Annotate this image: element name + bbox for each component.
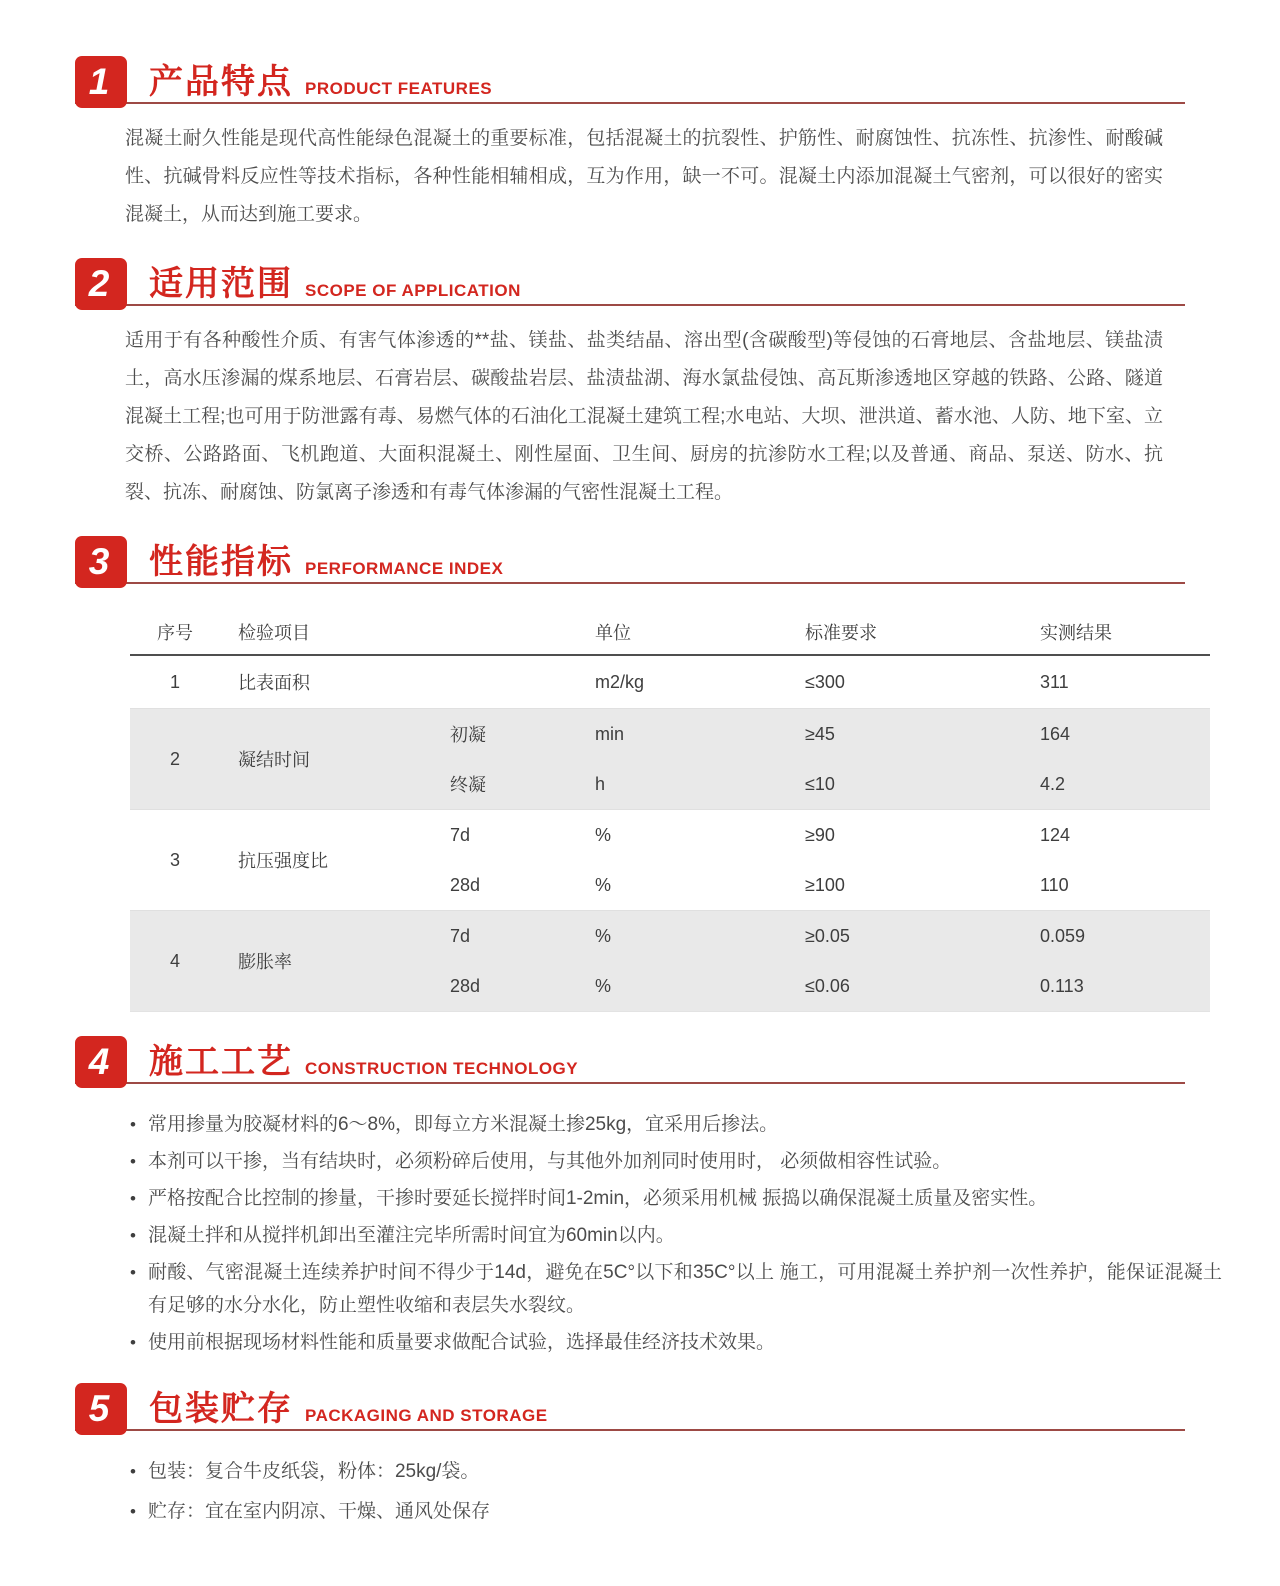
cell-requirement: ≥45 (805, 723, 835, 744)
bullet-dot-icon: • (130, 1263, 136, 1282)
table-subrow (420, 860, 1210, 910)
table-row (130, 656, 1210, 708)
cell-subitem: 7d (450, 824, 471, 845)
cell-item: 膨胀率 (238, 952, 292, 972)
list-item (130, 1108, 1222, 1141)
cell-unit: % (595, 925, 612, 946)
table-row (130, 910, 1210, 1011)
col-header-unit: 单位 (595, 623, 631, 643)
construction-bullet-list (130, 1108, 1222, 1359)
table-subrow (420, 810, 1210, 860)
section-header (75, 50, 1185, 104)
list-item (130, 1219, 1222, 1252)
cell-unit: % (595, 975, 612, 996)
list-item-text: 本剂可以干掺，当有结块时，必须粉碎后使用，与其他外加剂同时使用时， 必须做相容性试验。 (147, 1151, 952, 1172)
bullet-dot-icon: • (130, 1189, 136, 1208)
cell-subitem: 28d (450, 874, 481, 895)
section-paragraph: 混凝土耐久性能是现代高性能绿色混凝土的重要标准，包括混凝土的抗裂性、护筋性、耐腐蚀性、抗冻性、抗渗性、耐酸碱性、抗碱骨料反应性等技术指标，各种性能相辅相成，互为作用，缺一不可。混凝土内添加混凝土气密剂，可以很好的密实混凝土，从而达到施工要求。 (125, 128, 1163, 225)
cell-index: 2 (169, 748, 180, 769)
table-subrow (420, 911, 1210, 961)
table-row (130, 708, 1210, 809)
cell-item: 比表面积 (238, 673, 310, 693)
section-title-en: SCOPE OF APPLICATION (305, 281, 521, 300)
packaging-bullet-list (130, 1455, 1222, 1528)
list-item (130, 1256, 1222, 1322)
cell-requirement: ≤0.06 (805, 975, 850, 996)
section-header (75, 1030, 1185, 1084)
section-number-badge: 3 (75, 536, 127, 588)
section-title-zh: 适用范围 (149, 265, 293, 303)
bullet-dot-icon: • (130, 1462, 136, 1481)
cell-index: 3 (169, 849, 180, 870)
section-title-zh: 产品特点 (149, 63, 293, 101)
cell-result: 110 (1040, 874, 1069, 895)
table-subrow (420, 709, 1210, 759)
bullet-dot-icon: • (130, 1226, 136, 1245)
cell-requirement: ≤10 (805, 773, 835, 794)
cell-unit: h (595, 773, 606, 794)
cell-index: 1 (169, 671, 180, 692)
col-header-test-item: 检验项目 (238, 623, 310, 643)
section-scope-of-application (75, 252, 1210, 512)
list-item-text: 包装：复合牛皮纸袋，粉体：25kg/袋。 (147, 1461, 480, 1482)
table-subrow (420, 961, 1210, 1011)
cell-requirement: ≥90 (805, 824, 835, 845)
section-title-en: PERFORMANCE INDEX (305, 559, 504, 578)
bullet-dot-icon: • (130, 1152, 136, 1171)
section-header (75, 252, 1185, 306)
section-title-en: PRODUCT FEATURES (305, 79, 493, 98)
list-item (130, 1495, 1222, 1528)
section-title-zh: 包装贮存 (149, 1390, 293, 1428)
list-item (130, 1145, 1222, 1178)
section-header (75, 530, 1185, 584)
list-item (130, 1455, 1222, 1488)
section-performance-index (75, 530, 1210, 1012)
list-item-text: 常用掺量为胶凝材料的6～8%，即每立方米混凝土掺25kg，宜采用后掺法。 (147, 1114, 779, 1135)
bullet-dot-icon: • (130, 1333, 136, 1352)
list-item-text: 贮存：宜在室内阴凉、干燥、通风处保存 (147, 1501, 490, 1522)
cell-unit: % (595, 874, 612, 895)
performance-table (130, 610, 1210, 1012)
cell-unit: min (595, 723, 625, 744)
section-header (75, 1377, 1185, 1431)
cell-result: 0.113 (1040, 975, 1084, 996)
cell-subitem: 终凝 (450, 775, 486, 795)
cell-subitem: 7d (450, 925, 471, 946)
list-item-text: 严格按配合比控制的掺量，干掺时要延长搅拌时间1-2min，必须采用机械 振捣以确保混凝土质量及密实性。 (147, 1188, 1048, 1209)
cell-unit: m2/kg (595, 671, 645, 692)
col-header-index: 序号 (157, 623, 193, 643)
section-construction-technology (75, 1030, 1222, 1359)
list-item-text: 耐酸、气密混凝土连续养护时间不得少于14d，避免在5C°以下和35C°以上 施工，可用混凝土养护剂一次性养护，能保证混凝土有足够的水分水化，防止塑性收缩和表层失水裂纹。 (147, 1262, 1222, 1316)
section-packaging-and-storage (75, 1377, 1210, 1528)
section-paragraph: 适用于有各种酸性介质、有害气体渗透的**盐、镁盐、盐类结晶、溶出型(含碳酸型)等侵蚀的石膏地层、含盐地层、镁盐渍土，高水压渗漏的煤系地层、石膏岩层、碳酸盐岩层、盐渍盐湖、海水氯盐侵蚀、高瓦斯渗透地区穿越的铁路、公路、隧道混凝土工程;也可用于防泄露有毒、易燃气体的石油化工混凝土建筑工程;水电站、大坝、泄洪道、蓄水池、人防、地下室、立交桥、公路路面、飞机跑道、大面积混凝土、刚性屋面、卫生间、厨房的抗渗防水工程;以及普通、商品、泵送、防水、抗裂、抗冻、耐腐蚀、防氯离子渗透和有毒气体渗漏的气密性混凝土工程。 (125, 330, 1163, 503)
cell-result: 311 (1040, 671, 1069, 692)
list-item-text: 混凝土拌和从搅拌机卸出至灌注完毕所需时间宜为60min以内。 (147, 1225, 675, 1246)
section-number-badge: 2 (75, 258, 127, 310)
cell-result: 164 (1040, 723, 1071, 744)
cell-unit: % (595, 824, 612, 845)
cell-item: 凝结时间 (238, 750, 310, 770)
list-item (130, 1182, 1222, 1215)
section-title-en: CONSTRUCTION TECHNOLOGY (305, 1059, 579, 1078)
bullet-dot-icon: • (130, 1115, 136, 1134)
section-number-badge: 4 (75, 1036, 127, 1088)
col-header-requirement: 标准要求 (805, 623, 877, 643)
cell-requirement: ≤300 (805, 671, 845, 692)
section-title-zh: 施工工艺 (149, 1043, 293, 1081)
cell-subitem: 28d (450, 975, 481, 996)
cell-result: 0.059 (1040, 925, 1086, 946)
section-product-features (75, 50, 1210, 234)
cell-requirement: ≥0.05 (805, 925, 850, 946)
bullet-dot-icon: • (130, 1502, 136, 1521)
table-subrow (420, 759, 1210, 809)
list-item-text: 使用前根据现场材料性能和质量要求做配合试验，选择最佳经济技术效果。 (147, 1332, 775, 1353)
cell-index: 4 (169, 950, 180, 971)
section-number-badge: 5 (75, 1383, 127, 1435)
list-item (130, 1326, 1222, 1359)
cell-result: 4.2 (1040, 773, 1066, 794)
cell-subitem: 初凝 (450, 725, 486, 745)
table-row (130, 809, 1210, 910)
section-title-zh: 性能指标 (149, 543, 293, 581)
table-subrow (420, 656, 1210, 708)
cell-item: 抗压强度比 (238, 851, 328, 871)
cell-requirement: ≥100 (805, 874, 845, 895)
table-header-row (130, 610, 1210, 656)
section-number-badge: 1 (75, 56, 127, 108)
cell-result: 124 (1040, 824, 1071, 845)
col-header-result: 实测结果 (1040, 623, 1112, 643)
section-title-en: PACKAGING AND STORAGE (305, 1406, 548, 1425)
